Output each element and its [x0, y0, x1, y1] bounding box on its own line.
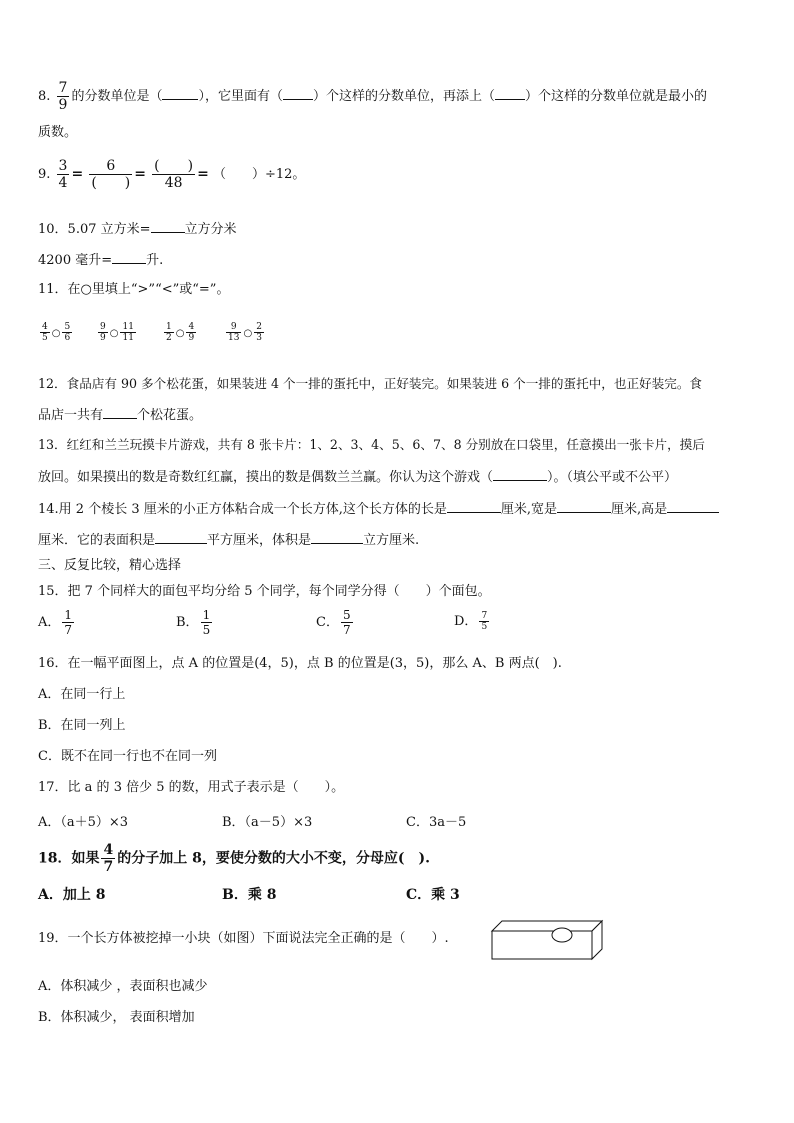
answer-blank[interactable] — [667, 499, 719, 513]
option-a[interactable]: A．在同一行上 — [38, 687, 126, 702]
option-b[interactable]: B．在同一列上 — [38, 718, 126, 733]
fraction: $\frac{4}{7}$ — [103, 842, 114, 875]
option-b[interactable]: B．乘 8 — [222, 887, 277, 903]
compare-item-3: $\frac{1}{2}$ ○ $\frac{4}{9}$ — [166, 322, 195, 343]
answer-blank[interactable] — [155, 530, 207, 544]
question-8-continued: 质数。 — [38, 125, 78, 140]
option-d[interactable]: D． $\frac{7}{5}$ — [454, 611, 488, 632]
answer-blank[interactable] — [162, 86, 198, 100]
question-15: 15．把 7 个同样大的面包平均分给 5 个同学，每个同学分得（ ）个面包。 — [38, 584, 491, 599]
question-11: 11．在○里填上“>”“<”或“=”。 — [38, 282, 230, 297]
answer-blank[interactable] — [493, 467, 547, 481]
fraction: $\frac{3}{4}$ — [58, 158, 68, 191]
compare-circle[interactable]: ○ — [51, 328, 61, 339]
answer-blank[interactable] — [311, 530, 363, 544]
option-c[interactable]: C． $\frac{5}{7}$ — [316, 608, 351, 637]
question-8: 8. $\frac{7}{9}$ 的分数单位是（ ），它里面有（ ）个这样的分数单位，再添上（ ）个这样的分数单位就是最小的 — [38, 80, 708, 113]
option-b[interactable]: B．体积减少， 表面积增加 — [38, 1010, 195, 1025]
answer-blank[interactable] — [151, 219, 185, 233]
answer-blank[interactable] — [112, 250, 146, 264]
option-a[interactable]: A． $\frac{1}{7}$ — [38, 608, 73, 637]
question-12: 12．食品店有 90 多个松花蛋，如果装进 4 个一排的蛋托中，正好装完。如果装进 6 个一排的蛋托中，也正好装完。食 — [38, 376, 703, 391]
question-17: 17．比 a 的 3 倍少 5 的数，用式子表示是（ ）。 — [38, 780, 345, 795]
question-18: 18．如果 $\frac{4}{7}$ 的分子加上 8，要使分数的大小不变，分母应( ). — [38, 842, 430, 875]
option-a[interactable]: A．加上 8 — [38, 887, 106, 903]
question-14: 14.用 2 个棱长 3 厘米的小正方体粘合成一个长方体,这个长方体的长是 厘米,宽是 厘米,高是 — [38, 499, 719, 519]
option-c[interactable]: C．3a－5 — [406, 815, 467, 830]
answer-blank[interactable] — [103, 405, 137, 419]
option-a[interactable]: A．（a＋5）×3 — [38, 815, 129, 830]
answer-blank[interactable] — [283, 86, 313, 100]
fraction-blank-denominator[interactable]: $\frac{6}{( )}$ — [91, 158, 131, 191]
fraction-blank-numerator[interactable]: $\frac{( )}{48}$ — [154, 158, 194, 191]
question-12-continued: 品店一共有 个松花蛋。 — [38, 405, 202, 425]
question-10-line1: 10．5.07 立方米= 立方分米 — [38, 219, 237, 239]
question-16: 16．在一幅平面图上，点 A 的位置是(4，5)，点 B 的位置是(3，5)，那么 A、B 两点( ). — [38, 656, 562, 671]
cuboid-with-hole-figure — [490, 919, 604, 961]
section-heading: 三、反复比较，精心选择 — [38, 558, 182, 573]
compare-circle[interactable]: ○ — [109, 328, 119, 339]
question-9: 9. $\frac{3}{4}$ = $\frac{6}{( )}$ = $\frac{( )}{48}$ = （ ）÷12。 — [38, 158, 306, 191]
option-b[interactable]: B． $\frac{1}{5}$ — [176, 608, 211, 637]
question-13: 13．红红和兰兰玩摸卡片游戏，共有 8 张卡片：1、2、3、4、5、6、7、8 分别放在口袋里，任意摸出一张卡片，摸后 — [38, 437, 705, 452]
answer-blank[interactable] — [447, 499, 501, 513]
question-19: 19．一个长方体被挖掉一小块（如图）下面说法完全正确的是（ ）. — [38, 931, 449, 946]
option-b[interactable]: B．（a－5）×3 — [222, 815, 313, 830]
compare-item-2: $\frac{9}{9}$ ○ $\frac{11}{11}$ — [100, 322, 134, 343]
answer-blank[interactable] — [495, 86, 525, 100]
question-number: 8. — [38, 89, 51, 104]
compare-circle[interactable]: ○ — [175, 328, 185, 339]
option-c[interactable]: C．既不在同一行也不在同一列 — [38, 749, 217, 764]
compare-item-4: $\frac{9}{13}$ ○ $\frac{2}{3}$ — [228, 322, 262, 343]
fraction: $\frac{7}{9}$ — [58, 80, 68, 113]
option-c[interactable]: C．乘 3 — [406, 887, 460, 903]
question-14-continued: 厘米．它的表面积是 平方厘米，体积是 立方厘米. — [38, 530, 419, 550]
question-13-continued: 放回。如果摸出的数是奇数红红赢，摸出的数是偶数兰兰赢。你认为这个游戏（ ）。（填公平或不公平） — [38, 467, 677, 487]
option-a[interactable]: A．体积减少 ，表面积也减少 — [38, 979, 208, 994]
compare-item-1: $\frac{4}{5}$ ○ $\frac{5}{6}$ — [42, 322, 71, 343]
compare-circle[interactable]: ○ — [243, 328, 253, 339]
answer-blank[interactable] — [557, 499, 611, 513]
question-10-line2: 4200 毫升= 升. — [38, 250, 163, 270]
